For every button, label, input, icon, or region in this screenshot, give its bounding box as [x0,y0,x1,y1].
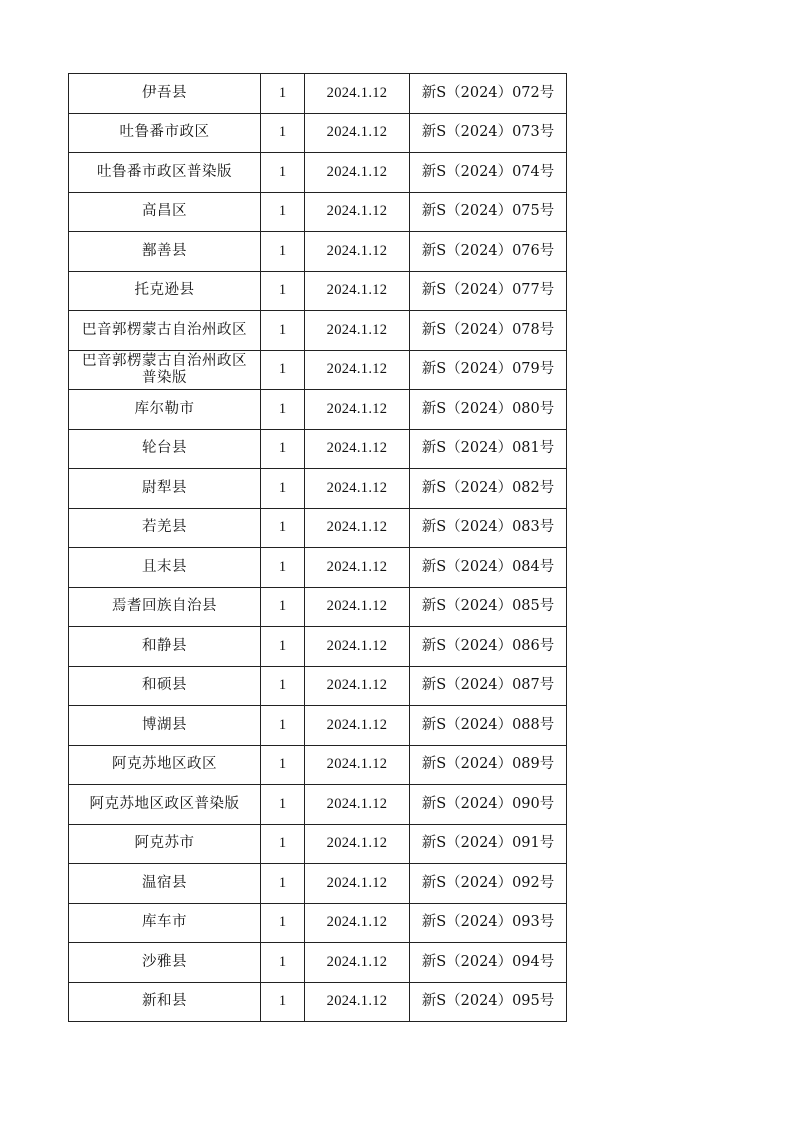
map-name-cell [69,192,261,232]
table-row [69,903,567,943]
date-cell: 2024.1.12 [305,153,410,193]
map-name: 库车市 [142,914,187,931]
table-row [69,232,567,272]
table-row [69,864,567,904]
map-approval-table [68,73,567,1022]
table-body [69,74,567,1022]
map-name-cell [69,706,261,746]
date-cell: 2024.1.12 [305,627,410,667]
date-cell: 2024.1.12 [305,943,410,983]
date-cell: 2024.1.12 [305,113,410,153]
count-cell: 1 [261,74,305,114]
date-cell: 2024.1.12 [305,903,410,943]
date-cell: 2024.1.12 [305,350,410,390]
map-name: 和硕县 [142,677,187,694]
count-cell: 1 [261,706,305,746]
map-name-cell [69,508,261,548]
date-cell: 2024.1.12 [305,587,410,627]
count-cell: 1 [261,943,305,983]
map-name: 若羌县 [142,519,187,536]
map-name-cell [69,390,261,430]
date-cell: 2024.1.12 [305,785,410,825]
map-name: 尉犁县 [142,479,187,496]
map-name: 库尔勒市 [134,400,195,417]
approval-number-cell: 新S（2024）078号 [410,311,567,351]
map-name: 和静县 [142,637,187,654]
approval-number-cell: 新S（2024）089号 [410,745,567,785]
approval-number-cell: 新S（2024）076号 [410,232,567,272]
map-name: 沙雅县 [142,953,187,970]
table-row [69,192,567,232]
count-cell: 1 [261,192,305,232]
table-row [69,824,567,864]
map-name-cell [69,350,261,390]
count-cell: 1 [261,469,305,509]
map-name-cell [69,548,261,588]
map-name: 轮台县 [142,440,187,457]
map-name-cell [69,587,261,627]
table-row [69,666,567,706]
count-cell: 1 [261,153,305,193]
count-cell: 1 [261,864,305,904]
map-name-cell [69,666,261,706]
approval-number-cell: 新S（2024）073号 [410,113,567,153]
map-name-cell [69,982,261,1022]
table-row [69,508,567,548]
approval-number-cell: 新S（2024）083号 [410,508,567,548]
date-cell: 2024.1.12 [305,745,410,785]
count-cell: 1 [261,903,305,943]
map-name: 阿克苏地区政区普染版 [89,795,240,812]
map-name: 伊吾县 [142,84,187,101]
table-row [69,429,567,469]
map-name: 高昌区 [142,203,187,220]
map-name-cell [69,943,261,983]
map-name-cell [69,113,261,153]
date-cell: 2024.1.12 [305,271,410,311]
approval-number-cell: 新S（2024）084号 [410,548,567,588]
count-cell: 1 [261,548,305,588]
map-name: 阿克苏地区政区 [112,756,217,773]
count-cell: 1 [261,745,305,785]
count-cell: 1 [261,508,305,548]
date-cell: 2024.1.12 [305,192,410,232]
map-name: 博湖县 [142,716,187,733]
approval-number-cell: 新S（2024）080号 [410,390,567,430]
approval-number-cell: 新S（2024）088号 [410,706,567,746]
approval-number-cell: 新S（2024）081号 [410,429,567,469]
approval-number-cell: 新S（2024）074号 [410,153,567,193]
map-name-cell [69,232,261,272]
count-cell: 1 [261,627,305,667]
date-cell: 2024.1.12 [305,824,410,864]
date-cell: 2024.1.12 [305,390,410,430]
count-cell: 1 [261,429,305,469]
map-name: 阿克苏市 [134,835,195,852]
date-cell: 2024.1.12 [305,74,410,114]
date-cell: 2024.1.12 [305,429,410,469]
approval-number-cell: 新S（2024）086号 [410,627,567,667]
table-row [69,271,567,311]
table-row [69,548,567,588]
count-cell: 1 [261,271,305,311]
approval-number-cell: 新S（2024）094号 [410,943,567,983]
map-name: 托克逊县 [134,282,195,299]
table-row [69,350,567,390]
table-row [69,706,567,746]
table-row [69,153,567,193]
table-row [69,390,567,430]
table-row [69,982,567,1022]
map-name-cell [69,271,261,311]
map-name: 温宿县 [142,874,187,891]
approval-number-cell: 新S（2024）082号 [410,469,567,509]
approval-number-cell: 新S（2024）093号 [410,903,567,943]
map-name-cell [69,311,261,351]
table-row [69,745,567,785]
count-cell: 1 [261,666,305,706]
map-name-cell [69,824,261,864]
approval-number-cell: 新S（2024）090号 [410,785,567,825]
count-cell: 1 [261,232,305,272]
map-name-cell [69,864,261,904]
map-name-cell [69,627,261,667]
map-name: 新和县 [142,993,187,1010]
count-cell: 1 [261,113,305,153]
count-cell: 1 [261,785,305,825]
count-cell: 1 [261,824,305,864]
map-name-cell [69,469,261,509]
map-name: 鄯善县 [142,242,187,259]
date-cell: 2024.1.12 [305,982,410,1022]
approval-number-cell: 新S（2024）092号 [410,864,567,904]
approval-number-cell: 新S（2024）075号 [410,192,567,232]
table-row [69,587,567,627]
map-name: 吐鲁番市政区 [119,124,210,141]
table-row [69,627,567,667]
date-cell: 2024.1.12 [305,864,410,904]
approval-number-cell: 新S（2024）079号 [410,350,567,390]
date-cell: 2024.1.12 [305,469,410,509]
date-cell: 2024.1.12 [305,548,410,588]
map-name: 且末县 [142,558,187,575]
approval-number-cell: 新S（2024）091号 [410,824,567,864]
date-cell: 2024.1.12 [305,311,410,351]
map-name-cell [69,903,261,943]
approval-number-cell: 新S（2024）077号 [410,271,567,311]
table-row [69,113,567,153]
map-name-cell [69,153,261,193]
map-name-cell [69,74,261,114]
map-name-cell [69,429,261,469]
map-name-cell [69,745,261,785]
approval-number-cell: 新S（2024）087号 [410,666,567,706]
map-name: 吐鲁番市政区普染版 [97,163,232,180]
table-row [69,943,567,983]
date-cell: 2024.1.12 [305,508,410,548]
table-row [69,74,567,114]
count-cell: 1 [261,587,305,627]
approval-number-cell: 新S（2024）072号 [410,74,567,114]
approval-number-cell: 新S（2024）095号 [410,982,567,1022]
table-row [69,311,567,351]
date-cell: 2024.1.12 [305,666,410,706]
map-name-cell [69,785,261,825]
table-row [69,785,567,825]
count-cell: 1 [261,350,305,390]
map-name: 巴音郭楞蒙古自治州政区普染版 [82,352,247,386]
date-cell: 2024.1.12 [305,232,410,272]
count-cell: 1 [261,982,305,1022]
approval-number-cell: 新S（2024）085号 [410,587,567,627]
date-cell: 2024.1.12 [305,706,410,746]
count-cell: 1 [261,390,305,430]
map-name: 巴音郭楞蒙古自治州政区 [82,321,247,338]
map-name: 焉耆回族自治县 [112,598,217,615]
table-row [69,469,567,509]
count-cell: 1 [261,311,305,351]
